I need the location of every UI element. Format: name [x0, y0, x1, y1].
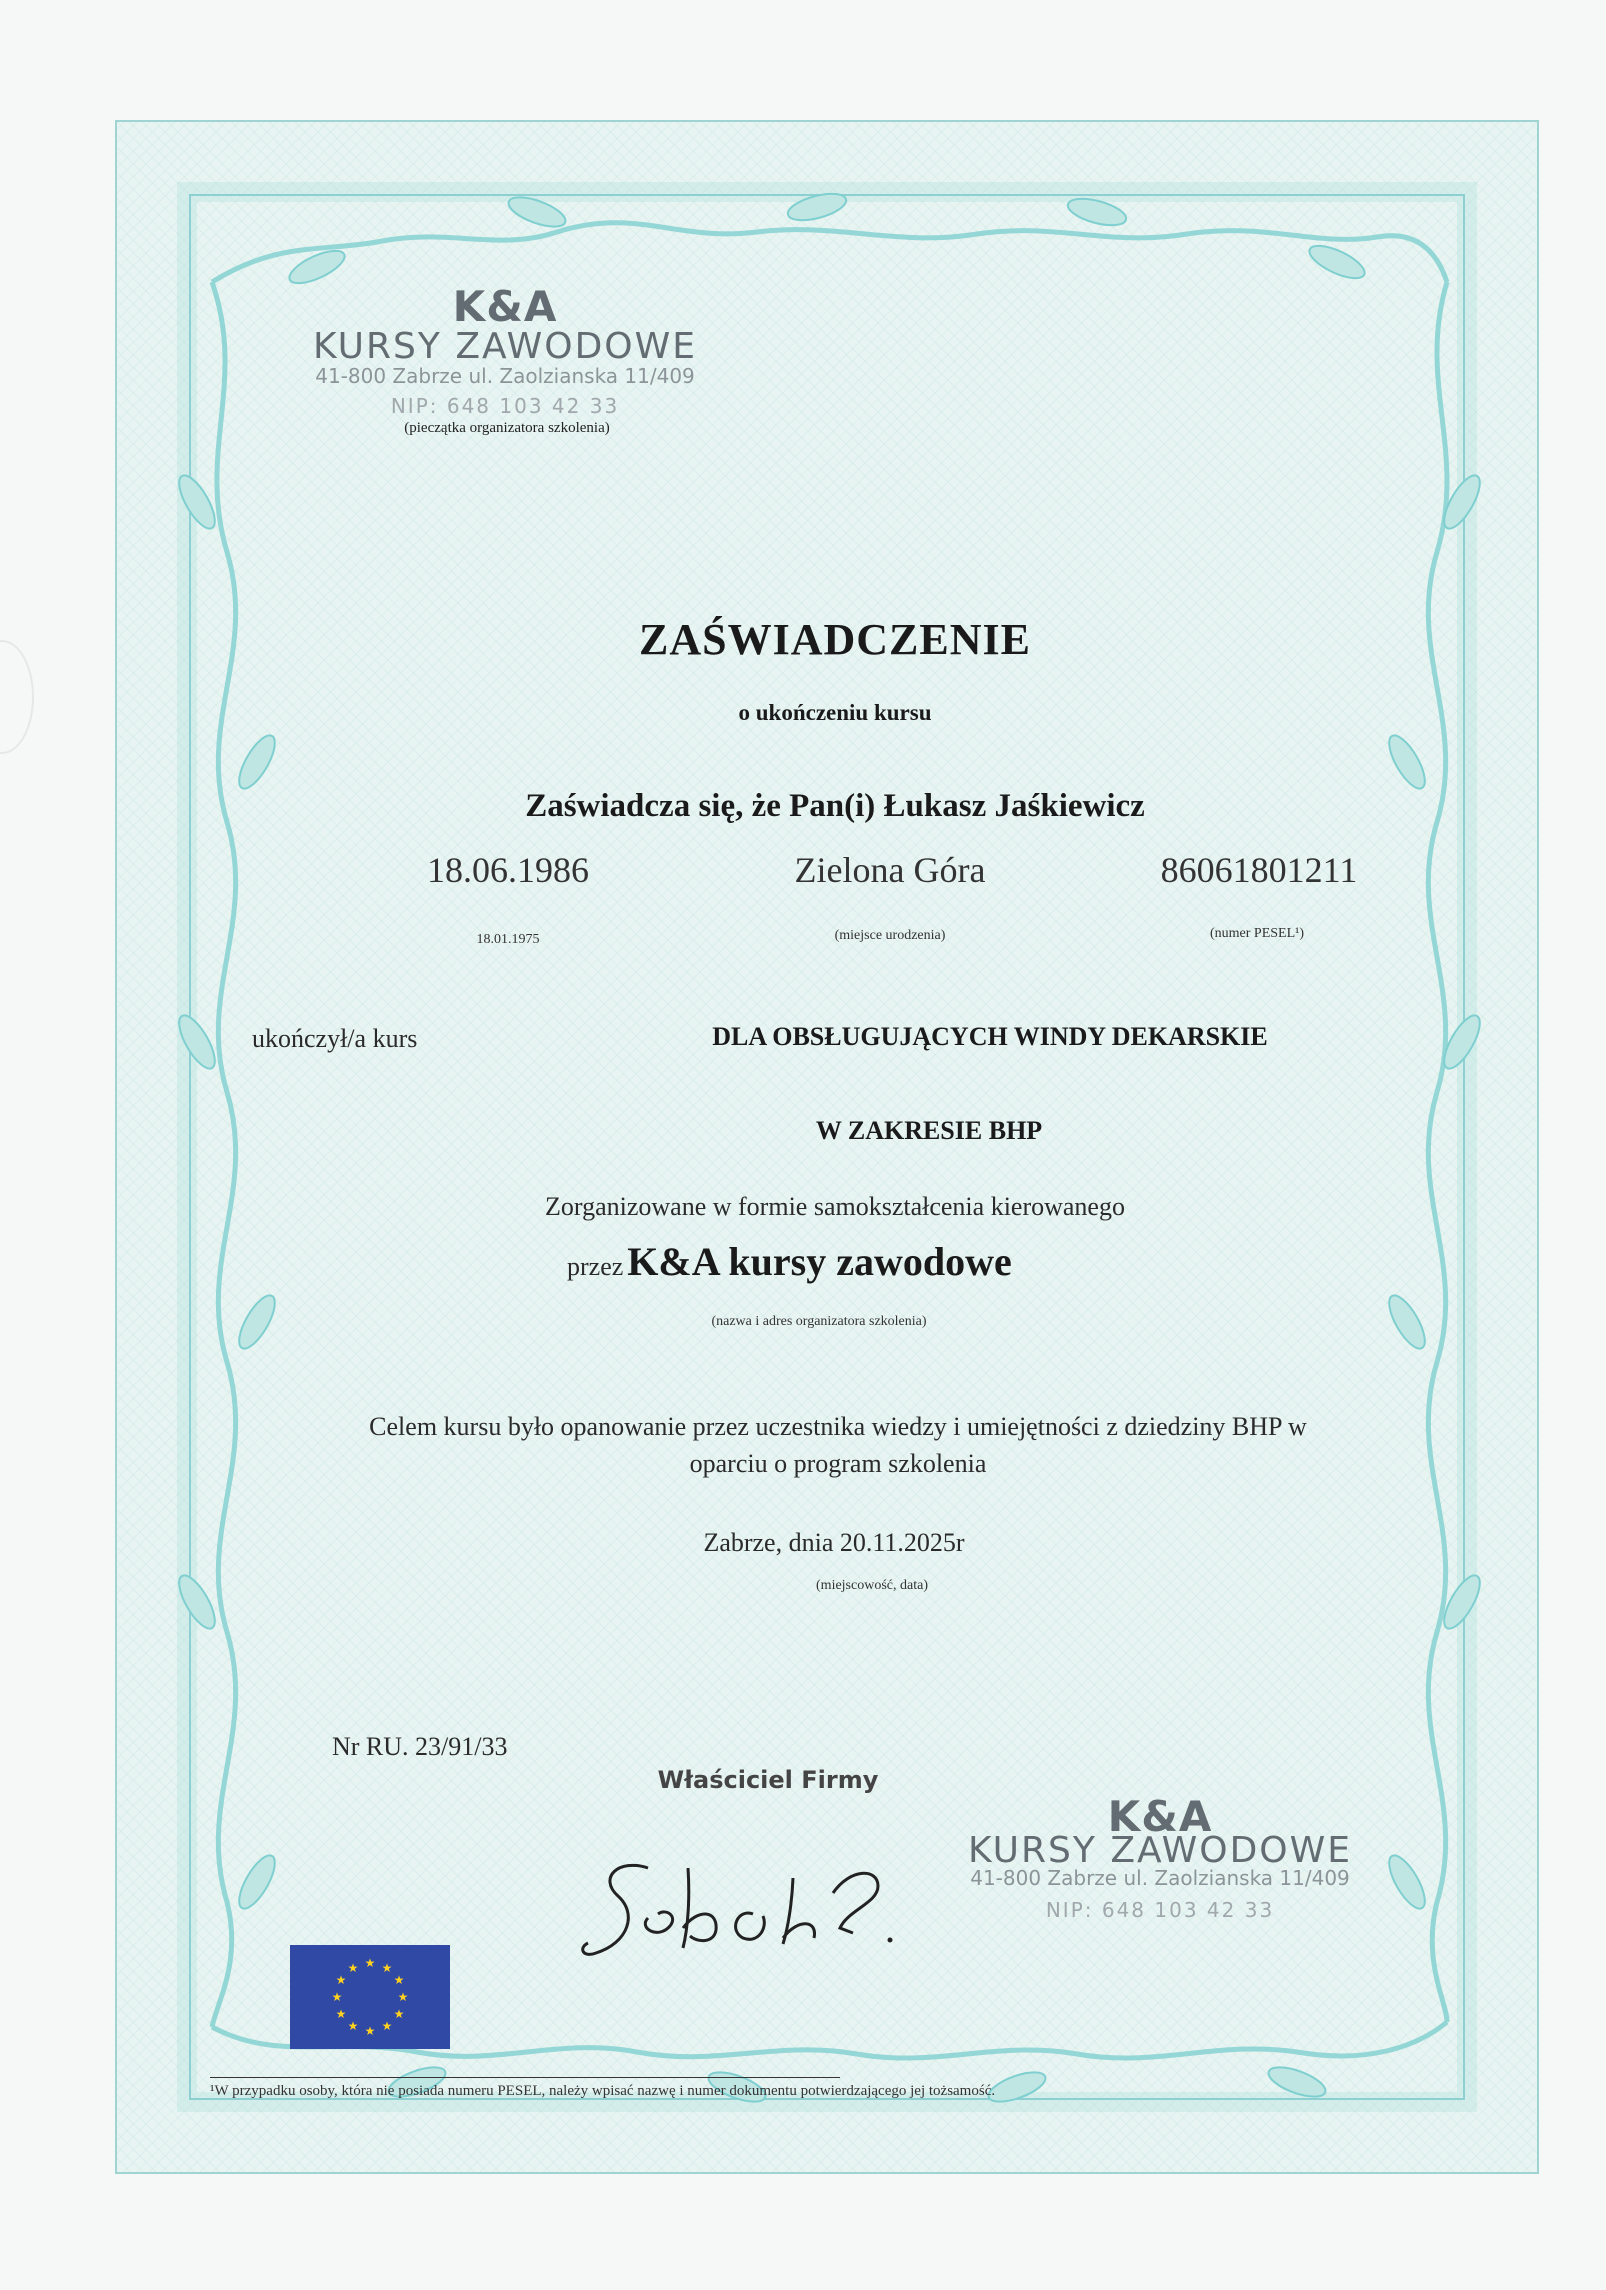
- place-date-caption: (miejscowość, data): [816, 1578, 928, 1593]
- stamp-top-nip: NIP: 648 103 42 33: [390, 394, 620, 418]
- sheet-edge-mark: [0, 640, 34, 754]
- organizer-caption: (nazwa i adres organizatora szkolenia): [711, 1314, 927, 1329]
- svg-text:★: ★: [393, 2007, 405, 2021]
- organizer-prefix: przez: [567, 1252, 624, 1281]
- svg-text:★: ★: [364, 2024, 376, 2038]
- place-date: Zabrze, dnia 20.11.2025r: [703, 1528, 965, 1557]
- handwritten-signature: [578, 1848, 918, 1968]
- registration-number: Nr RU. 23/91/33: [332, 1732, 508, 1761]
- organizer-line: [567, 1238, 1012, 1285]
- purpose-line-1: Celem kursu było opanowanie przez uczestnika wiedzy i umiejętności z dziedziny BHP w: [369, 1412, 1307, 1441]
- eu-flag-icon: [290, 1945, 450, 2049]
- svg-text:★: ★: [347, 2019, 359, 2033]
- footnote-divider: [210, 2077, 840, 2078]
- svg-text:★: ★: [393, 1973, 405, 1987]
- course-name: DLA OBSŁUGUJĄCYCH WINDY DEKARSKIE: [712, 1022, 1268, 1051]
- stamp-top-address: 41-800 Zabrze ul. Zaolzianska 11/409: [315, 364, 695, 388]
- svg-text:★: ★: [335, 2007, 347, 2021]
- purpose-line-2: oparciu o program szkolenia: [689, 1449, 987, 1478]
- svg-text:★: ★: [347, 1961, 359, 1975]
- stamp-top-name: KURSY ZAWODOWE: [313, 326, 697, 367]
- svg-text:★: ★: [397, 1990, 409, 2004]
- stamp-bottom-nip: NIP: 648 103 42 33: [1045, 1898, 1275, 1922]
- svg-text:★: ★: [331, 1990, 343, 2004]
- owner-title: Właściciel Firmy: [657, 1766, 879, 1794]
- completed-label: ukończył/a kurs: [252, 1024, 418, 1053]
- pesel-number: 86061801211: [1160, 850, 1358, 890]
- birth-place: Zielona Góra: [794, 850, 986, 890]
- svg-text:★: ★: [364, 1956, 376, 1970]
- svg-text:★: ★: [335, 1973, 347, 1987]
- organized-form: Zorganizowane w formie samokształcenia kierowanego: [545, 1192, 1125, 1221]
- footnote: ¹W przypadku osoby, która nie posiada numeru PESEL, należy wpisać nazwę i numer dokumentu potwierdzającego jej tożsamość.: [210, 2083, 996, 2099]
- stamp-caption: (pieczątka organizatora szkolenia): [404, 420, 610, 436]
- svg-text:★: ★: [381, 2019, 393, 2033]
- birth-date: 18.06.1986: [427, 850, 589, 890]
- organizer-name: K&A kursy zawodowe: [627, 1239, 1012, 1284]
- pesel-caption: (numer PESEL¹): [1209, 926, 1305, 941]
- stamp-top-brand: K&A: [452, 282, 558, 331]
- stamp-bottom-name: KURSY ZAWODOWE: [968, 1830, 1352, 1871]
- birth-place-caption: (miejsce urodzenia): [834, 928, 946, 943]
- stamp-bottom-brand: K&A: [1107, 1792, 1213, 1841]
- course-scope: W ZAKRESIE BHP: [815, 1116, 1043, 1145]
- birth-date-caption: 18.01.1975: [476, 932, 540, 947]
- certificate-subtitle: o ukończeniu kursu: [738, 700, 932, 725]
- certificate-title: ZAŚWIADCZENIE: [639, 615, 1031, 664]
- certifies-statement: Zaświadcza się, że Pan(i) Łukasz Jaśkiewicz: [525, 788, 1145, 824]
- stamp-bottom-address: 41-800 Zabrze ul. Zaolzianska 11/409: [970, 1866, 1350, 1890]
- svg-text:★: ★: [381, 1961, 393, 1975]
